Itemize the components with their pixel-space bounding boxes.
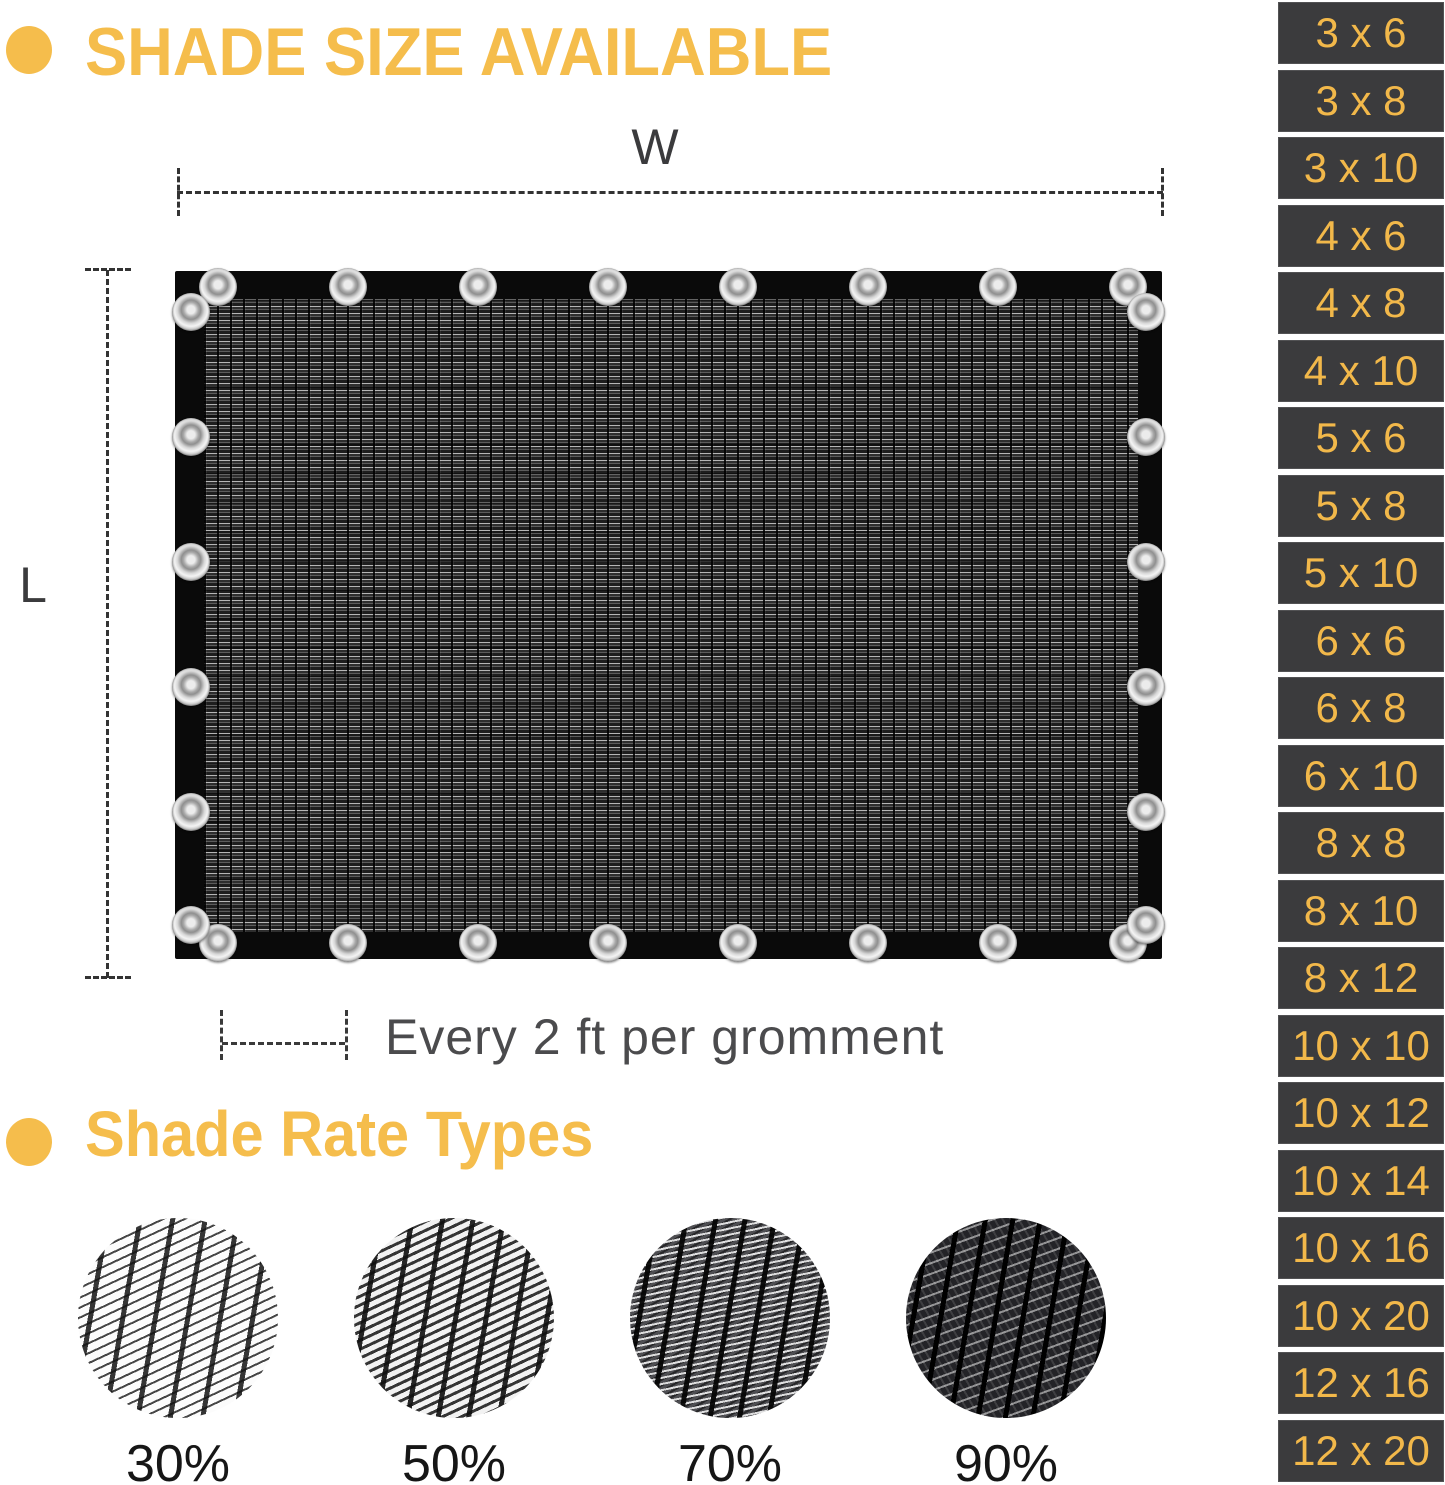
size-option [1278,205,1444,267]
size-option [1278,1352,1444,1414]
size-option-label: 4 x 8 [1315,279,1407,326]
size-option-label: 6 x 8 [1315,684,1407,731]
size-option-label: 10 x 16 [1292,1224,1430,1271]
size-option-label: 8 x 10 [1303,886,1419,934]
size-option [1278,475,1444,537]
size-option [1278,1150,1444,1212]
grommet-icon [1127,543,1165,581]
grommet-icon [1127,668,1165,706]
shade-rate-percentage: 50% [401,1435,507,1485]
section-title-shade-rate: Shade Rate Types [85,1098,594,1170]
shade-rate-sample [906,1218,1106,1485]
size-option [1278,542,1444,604]
grommet-icon [459,924,497,962]
size-option [1278,1217,1444,1279]
grommet-icon [849,924,887,962]
size-option-label: 5 x 6 [1315,414,1407,461]
shade-net-mesh-texture [204,299,1138,932]
width-dimension-line [177,191,1163,194]
grommet-icon [172,293,210,331]
length-line-top-tick [85,268,131,271]
size-option [1278,1015,1444,1077]
grommet-icon [1127,793,1165,831]
mesh-density-swatch [906,1218,1106,1418]
size-option [1278,880,1444,942]
grommet-icon [172,668,210,706]
grommet-icon [172,906,210,944]
size-option-label: 4 x 6 [1315,211,1407,259]
size-option-label: 3 x 10 [1303,144,1419,191]
size-option [1278,745,1444,807]
size-option [1278,407,1444,469]
bullet-dot-icon [6,26,52,74]
grommet-icon [589,268,627,306]
size-option [1278,677,1444,739]
grommet-icon [329,268,367,306]
size-option-label: 6 x 6 [1315,616,1407,664]
grommet-icon [459,268,497,306]
shade-rate-percentage: 30% [125,1435,231,1485]
size-option-label: 10 x 12 [1292,1089,1430,1136]
grommet-icon [849,268,887,306]
size-option [1278,1082,1444,1144]
size-option-label: 10 x 20 [1292,1291,1430,1339]
size-option [1278,1420,1444,1482]
grommet-icon [1127,906,1165,944]
grommet-icon [589,924,627,962]
mesh-density-swatch [78,1218,278,1418]
size-option [1278,2,1444,64]
size-option-label: 10 x 14 [1292,1156,1430,1204]
length-line-bottom-tick [85,976,131,979]
size-option-list [1278,2,1444,1482]
grommet-icon [172,418,210,456]
shade-rate-samples [0,1218,1338,1485]
size-option-label: 10 x 10 [1292,1021,1430,1069]
shade-rate-sample [630,1218,830,1485]
width-line-right-tick [1161,168,1164,216]
size-option [1278,70,1444,132]
grommet-spacing-right-tick [345,1010,348,1060]
grommet-icon [172,793,210,831]
grommet-icon [719,924,757,962]
size-option [1278,272,1444,334]
shade-rate-percentage: 90% [953,1435,1059,1485]
size-option-label: 6 x 10 [1303,751,1419,799]
section-title-shade-size: SHADE SIZE AVAILABLE [85,14,833,90]
size-option-label: 8 x 8 [1315,819,1407,866]
size-option [1278,340,1444,402]
grommet-icon [979,924,1017,962]
mesh-density-swatch [354,1218,554,1418]
size-option-label: 12 x 16 [1292,1359,1430,1406]
size-option [1278,1285,1444,1347]
grommet-icon [719,268,757,306]
size-option [1278,137,1444,199]
size-option-label: 12 x 20 [1292,1426,1430,1474]
shade-rate-sample [78,1218,278,1485]
shade-net-diagram [175,271,1162,959]
size-option-label: 4 x 10 [1303,346,1419,394]
grommet-icon [172,543,210,581]
size-option-label: 3 x 8 [1315,76,1407,124]
grommet-icon [1127,418,1165,456]
size-option-label: 3 x 6 [1315,9,1407,56]
shade-rate-sample [354,1218,554,1485]
length-dimension-label: L [19,557,47,613]
grommet-icon [329,924,367,962]
size-option [1278,947,1444,1009]
size-option-label: 8 x 12 [1303,954,1419,1001]
grommet-spacing-line [222,1042,345,1045]
size-option [1278,812,1444,874]
grommet-icon [1127,293,1165,331]
length-dimension-line [106,270,109,978]
bullet-dot-icon [6,1118,52,1166]
shade-rate-percentage: 70% [677,1435,783,1485]
mesh-density-swatch [630,1218,830,1418]
width-dimension-label: W [631,119,679,175]
grommet-spacing-left-tick [220,1010,223,1060]
size-option-label: 5 x 10 [1303,549,1419,596]
size-option-label: 5 x 8 [1315,481,1407,529]
width-line-left-tick [177,168,180,216]
grommet-icon [979,268,1017,306]
grommet-spacing-note: Every 2 ft per gromment [385,1009,945,1065]
size-option [1278,610,1444,672]
